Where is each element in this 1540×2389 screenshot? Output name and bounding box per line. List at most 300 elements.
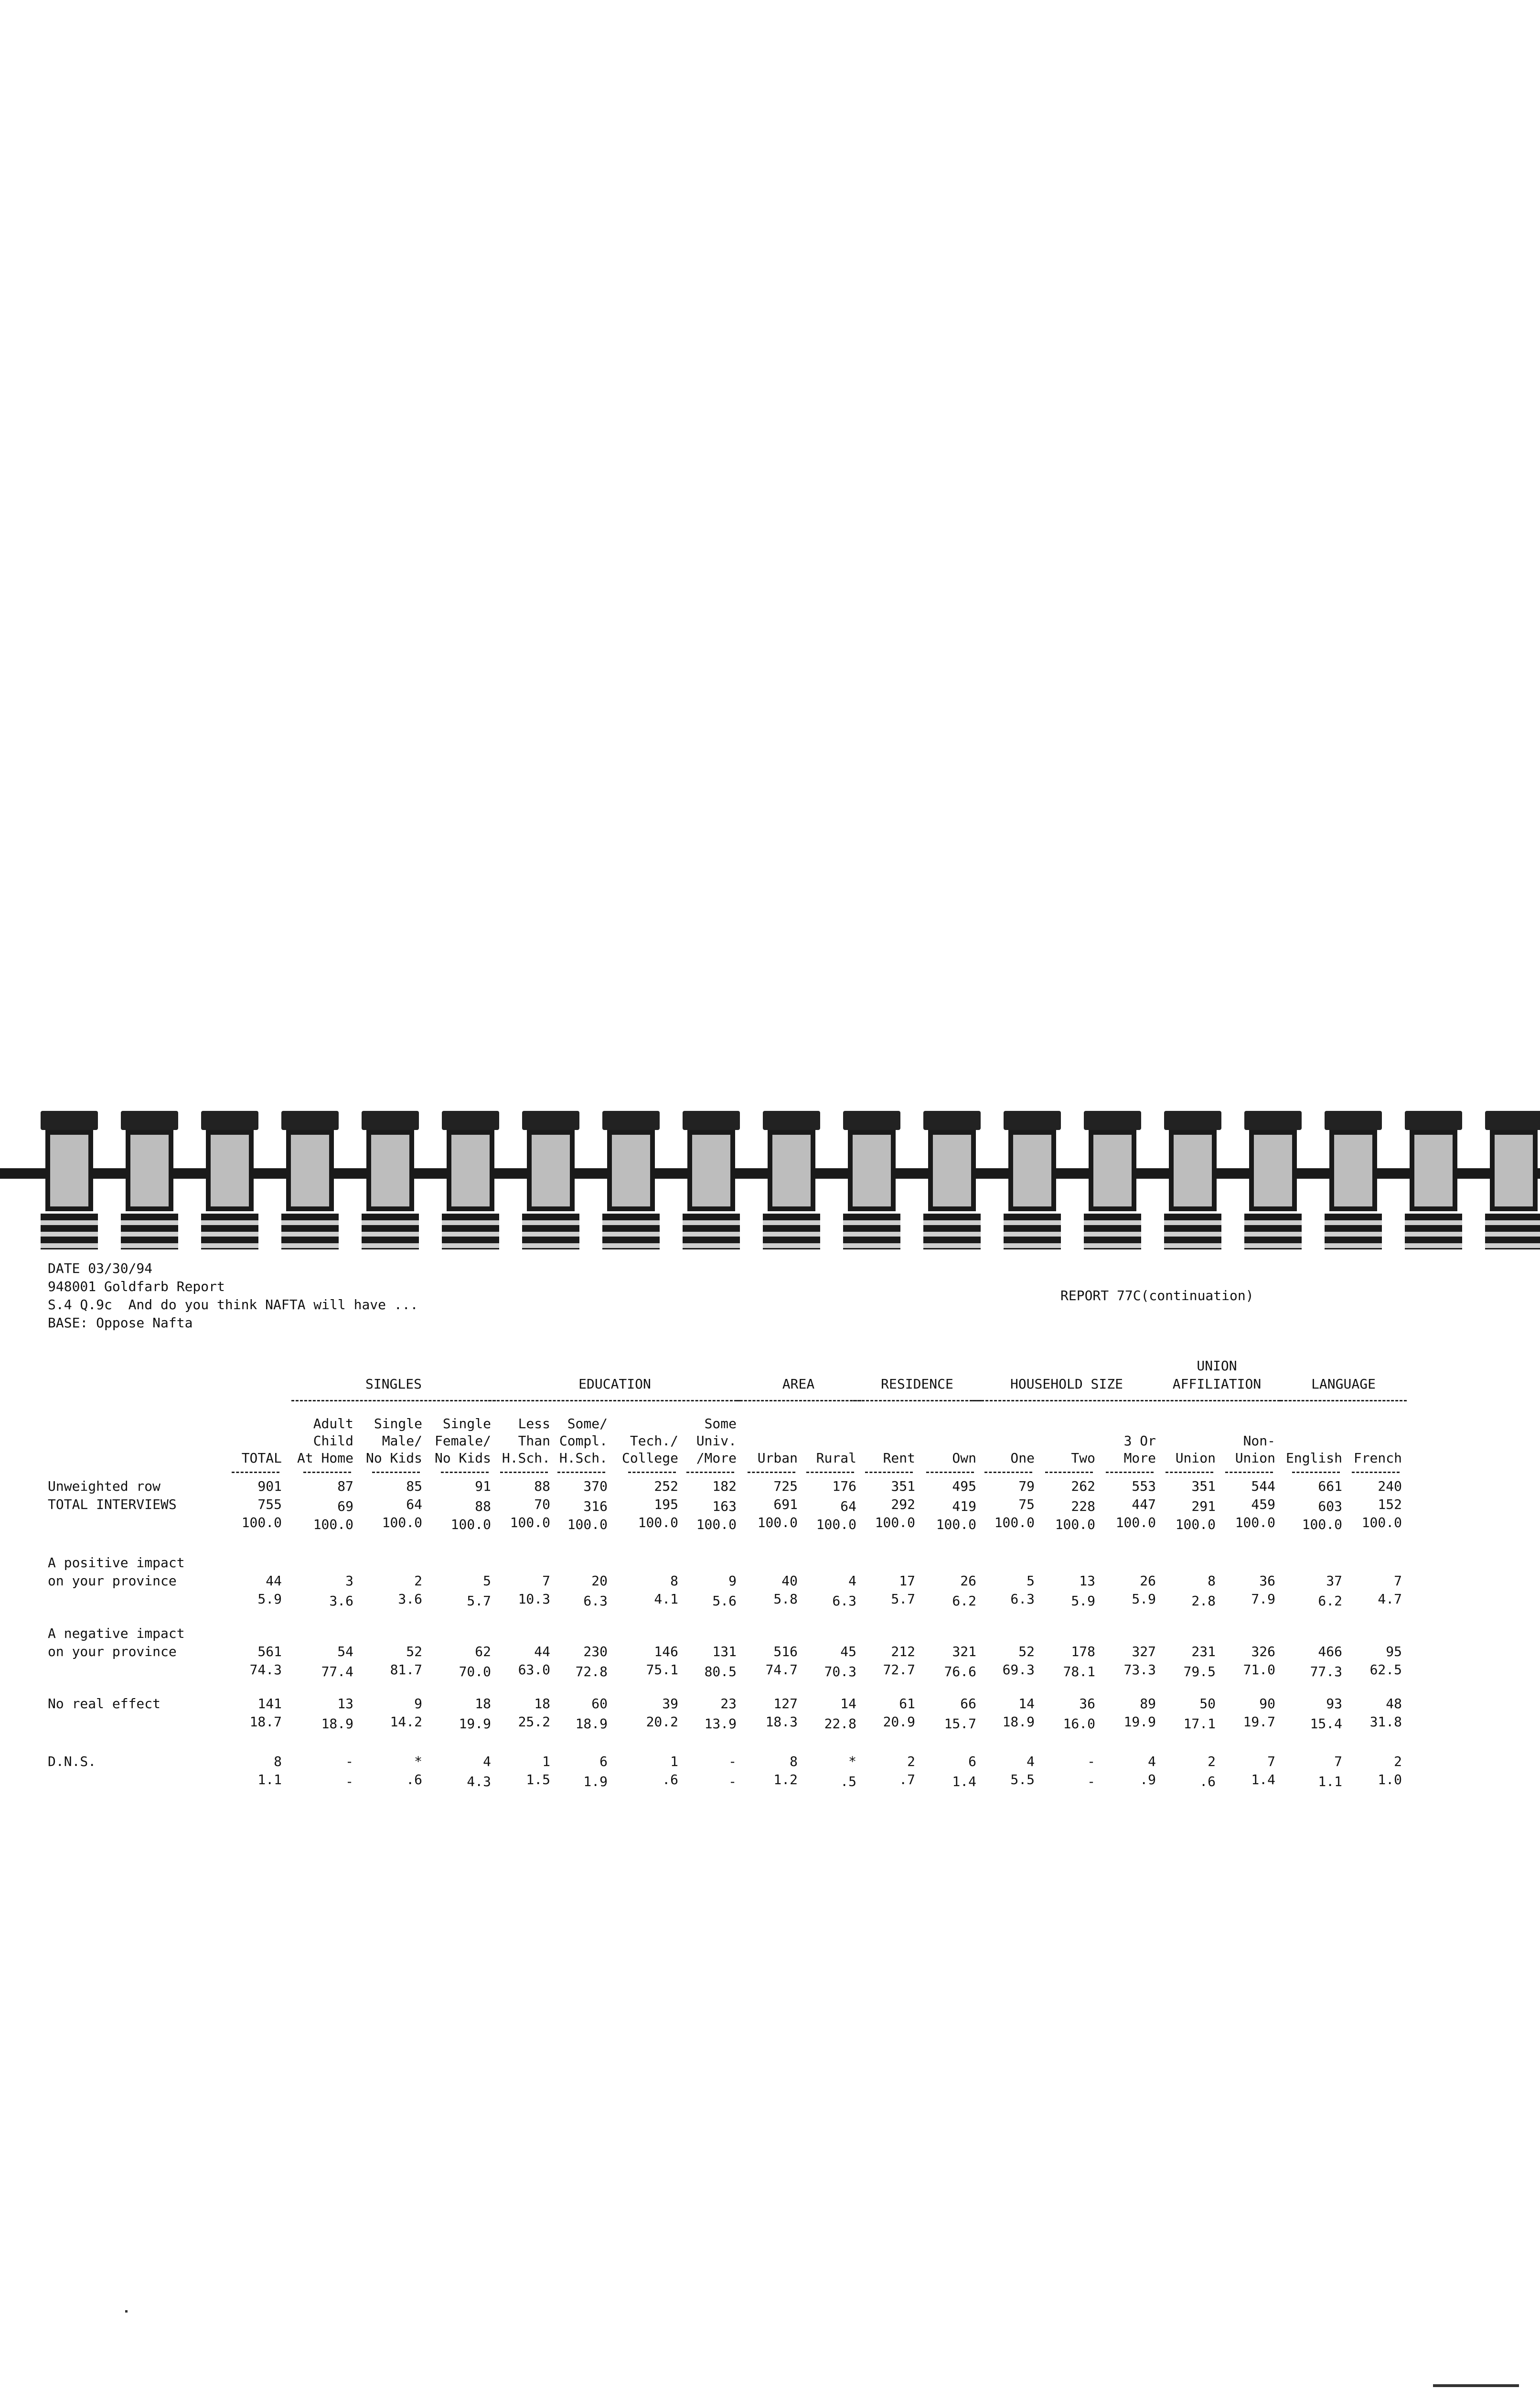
table-cell: 100.0 — [936, 1517, 976, 1532]
table-cell: 2.8 — [1191, 1593, 1216, 1609]
table-cell: 64 — [840, 1498, 856, 1514]
table-cell: 231 — [1191, 1644, 1216, 1659]
table-cell: 15.7 — [944, 1716, 976, 1732]
column-underline — [303, 1472, 351, 1473]
column-underline — [865, 1472, 913, 1473]
table-cell: 230 — [583, 1644, 608, 1659]
table-cell: * — [414, 1754, 422, 1769]
ring-bot — [1485, 1214, 1540, 1249]
column-header: Some Univ. /More — [696, 1416, 737, 1466]
table-cell: 3.6 — [398, 1591, 422, 1607]
table-cell: 78.1 — [1063, 1664, 1095, 1679]
ring-mid — [848, 1130, 896, 1211]
table-cell: 90 — [1259, 1696, 1275, 1711]
table-cell: 37 — [1326, 1573, 1342, 1589]
column-underline — [748, 1472, 795, 1473]
table-cell: 48 — [1386, 1696, 1402, 1711]
table-cell: 5.7 — [891, 1591, 915, 1607]
table-cell: 100.0 — [638, 1515, 678, 1530]
table-cell: 100.0 — [994, 1515, 1035, 1530]
table-cell: 2 — [1394, 1754, 1402, 1769]
column-underline — [1225, 1472, 1273, 1473]
table-cell: 1.1 — [257, 1772, 282, 1787]
table-cell: 52 — [1018, 1644, 1035, 1659]
column-header: Urban — [757, 1450, 798, 1466]
table-cell: 6.3 — [583, 1593, 608, 1609]
table-cell: 18.9 — [575, 1716, 608, 1732]
binding-ring — [1244, 1111, 1302, 1249]
table-cell: 25.2 — [518, 1714, 550, 1730]
ring-top — [281, 1111, 339, 1130]
table-cell: 6.2 — [1318, 1593, 1342, 1609]
table-cell: 262 — [1071, 1478, 1095, 1494]
table-cell: 44 — [266, 1573, 282, 1589]
table-cell: 100.0 — [510, 1515, 550, 1530]
table-cell: 146 — [654, 1644, 678, 1659]
column-header: Two — [1071, 1450, 1095, 1466]
table-cell: 10.3 — [518, 1591, 550, 1607]
banner-rule — [973, 1400, 1161, 1401]
banner-rule — [1154, 1400, 1280, 1401]
table-cell: 5.7 — [467, 1593, 491, 1609]
table-cell: 5.9 — [1132, 1591, 1156, 1607]
ring-bot — [442, 1214, 499, 1249]
table-cell: 76.6 — [944, 1664, 976, 1679]
table-cell: 19.9 — [459, 1716, 491, 1732]
table-cell: .5 — [840, 1774, 856, 1789]
table-cell: 292 — [891, 1496, 915, 1512]
table-cell: 100.0 — [450, 1517, 491, 1532]
ring-mid — [1410, 1130, 1457, 1211]
table-cell: 100.0 — [816, 1517, 856, 1532]
table-cell: 5 — [1027, 1573, 1035, 1589]
table-cell: 1.9 — [583, 1774, 608, 1789]
table-cell: 100.0 — [313, 1517, 353, 1532]
table-cell: 80.5 — [704, 1664, 737, 1679]
ring-mid — [447, 1130, 494, 1211]
banner-rule — [488, 1400, 741, 1401]
ring-bot — [1164, 1214, 1221, 1249]
table-cell: - — [345, 1774, 353, 1789]
table-cell: 127 — [773, 1696, 798, 1711]
column-header: Own — [952, 1450, 976, 1466]
banner-label: LANGUAGE — [1311, 1376, 1376, 1392]
table-cell: 561 — [257, 1644, 282, 1659]
ring-bot — [1405, 1214, 1462, 1249]
table-cell: 23 — [720, 1696, 737, 1711]
table-cell: 5.6 — [712, 1593, 737, 1609]
table-cell: 6 — [599, 1754, 608, 1769]
table-cell: 77.4 — [321, 1664, 353, 1679]
column-header: Single Male/ No Kids — [365, 1416, 422, 1466]
table-cell: 52 — [406, 1644, 422, 1659]
table-cell: 93 — [1326, 1696, 1342, 1711]
table-cell: 61 — [899, 1696, 915, 1711]
ring-bot — [1004, 1214, 1061, 1249]
table-cell: 74.7 — [765, 1662, 798, 1678]
ring-mid — [286, 1130, 334, 1211]
column-underline — [441, 1472, 489, 1473]
binding-ring — [763, 1111, 820, 1249]
table-cell: 370 — [583, 1478, 608, 1494]
ring-mid — [1490, 1130, 1538, 1211]
banner-label: SINGLES — [365, 1376, 422, 1392]
ring-bot — [522, 1214, 579, 1249]
table-cell: 5 — [483, 1573, 491, 1589]
column-header: One — [1010, 1450, 1035, 1466]
table-cell: 252 — [654, 1478, 678, 1494]
table-cell: 228 — [1071, 1498, 1095, 1514]
binding-ring — [843, 1111, 900, 1249]
binding-ring — [201, 1111, 258, 1249]
table-cell: 1.5 — [526, 1772, 550, 1787]
ring-bot — [763, 1214, 820, 1249]
column-underline — [1352, 1472, 1400, 1473]
table-cell: 64 — [406, 1496, 422, 1512]
table-cell: 212 — [891, 1644, 915, 1659]
table-cell: 8 — [274, 1754, 282, 1769]
table-cell: 13 — [1079, 1573, 1095, 1589]
table-cell: 62.5 — [1369, 1662, 1402, 1678]
table-cell: 544 — [1251, 1478, 1275, 1494]
table-cell: 54 — [337, 1644, 353, 1659]
table-cell: 4.3 — [467, 1774, 491, 1789]
table-cell: 70.0 — [459, 1664, 491, 1679]
ring-bot — [923, 1214, 981, 1249]
table-cell: 131 — [712, 1644, 737, 1659]
ring-top — [121, 1111, 178, 1130]
table-cell: 36 — [1259, 1573, 1275, 1589]
column-header: Less Than H.Sch. — [502, 1416, 550, 1466]
table-cell: 419 — [952, 1498, 976, 1514]
table-cell: 20.2 — [646, 1714, 678, 1730]
table-cell: 141 — [257, 1696, 282, 1711]
ring-mid — [1008, 1130, 1056, 1211]
binding-ring — [1325, 1111, 1382, 1249]
table-cell: 26 — [1140, 1573, 1156, 1589]
banner-rule — [853, 1400, 981, 1401]
binding-ring — [362, 1111, 419, 1249]
table-cell: 9 — [414, 1696, 422, 1711]
spiral-binding — [0, 1111, 1540, 1249]
table-cell: 326 — [1251, 1644, 1275, 1659]
column-underline — [500, 1472, 548, 1473]
table-cell: 73.3 — [1123, 1662, 1156, 1678]
table-cell: 60 — [591, 1696, 608, 1711]
table-cell: 466 — [1318, 1644, 1342, 1659]
ring-mid — [1329, 1130, 1377, 1211]
column-header: Single Female/ No Kids — [434, 1416, 491, 1466]
table-cell: 4.7 — [1378, 1591, 1402, 1607]
table-cell: 1.0 — [1378, 1772, 1402, 1787]
ring-bot — [121, 1214, 178, 1249]
table-cell: 2 — [1208, 1754, 1216, 1769]
column-header: TOTAL — [241, 1450, 282, 1466]
table-cell: 5.8 — [773, 1591, 798, 1607]
speck — [125, 2310, 128, 2313]
ring-top — [602, 1111, 660, 1130]
table-cell: 5.5 — [1010, 1772, 1035, 1787]
table-cell: 79 — [1018, 1478, 1035, 1494]
table-cell: 100.0 — [875, 1515, 915, 1530]
table-cell: 18.7 — [249, 1714, 282, 1730]
column-underline — [557, 1472, 605, 1473]
ring-top — [522, 1111, 579, 1130]
ring-top — [1164, 1111, 1221, 1130]
binding-ring — [442, 1111, 499, 1249]
table-cell: 100.0 — [1235, 1515, 1275, 1530]
table-cell: 81.7 — [390, 1662, 422, 1678]
column-header: Adult Child At Home — [297, 1416, 353, 1466]
table-cell: 447 — [1132, 1496, 1156, 1512]
binding-ring — [41, 1111, 98, 1249]
table-cell: 516 — [773, 1644, 798, 1659]
table-cell: 1.1 — [1318, 1774, 1342, 1789]
table-cell: 7 — [1394, 1573, 1402, 1589]
table-cell: 100.0 — [757, 1515, 798, 1530]
table-cell: 182 — [712, 1478, 737, 1494]
column-underline — [372, 1472, 420, 1473]
table-cell: - — [345, 1754, 353, 1769]
table-cell: 79.5 — [1183, 1664, 1216, 1679]
column-header: Rural — [816, 1450, 856, 1466]
banner-rule — [1280, 1400, 1407, 1401]
table-cell: - — [728, 1754, 737, 1769]
table-cell: 95 — [1386, 1644, 1402, 1659]
binding-ring — [1004, 1111, 1061, 1249]
column-underline — [232, 1472, 279, 1473]
table-cell: 50 — [1199, 1696, 1216, 1711]
table-cell: 291 — [1191, 1498, 1216, 1514]
table-cell: 16.0 — [1063, 1716, 1095, 1732]
table-cell: 8 — [670, 1573, 678, 1589]
table-cell: 3.6 — [329, 1593, 353, 1609]
table-cell: .7 — [899, 1772, 915, 1787]
ring-top — [683, 1111, 740, 1130]
table-cell: 351 — [1191, 1478, 1216, 1494]
ring-mid — [206, 1130, 254, 1211]
ring-top — [442, 1111, 499, 1130]
table-cell: 7.9 — [1251, 1591, 1275, 1607]
ring-top — [362, 1111, 419, 1130]
table-cell: 316 — [583, 1498, 608, 1514]
table-cell: .6 — [662, 1772, 678, 1787]
table-cell: 87 — [337, 1478, 353, 1494]
table-cell: 14 — [840, 1696, 856, 1711]
table-cell: - — [728, 1774, 737, 1789]
ring-mid — [1089, 1130, 1136, 1211]
column-header: Tech./ College — [621, 1433, 678, 1466]
table-cell: 603 — [1318, 1498, 1342, 1514]
table-cell: 69 — [337, 1498, 353, 1514]
table-cell: 5.9 — [257, 1591, 282, 1607]
edge-mark — [1433, 2384, 1519, 2387]
table-cell: 321 — [952, 1644, 976, 1659]
ring-mid — [45, 1130, 93, 1211]
table-cell: 1 — [542, 1754, 550, 1769]
table-cell: 18.9 — [1002, 1714, 1035, 1730]
table-cell: 19.9 — [1123, 1714, 1156, 1730]
ring-mid — [366, 1130, 414, 1211]
column-underline — [686, 1472, 734, 1473]
column-underline — [628, 1472, 676, 1473]
ring-top — [763, 1111, 820, 1130]
ring-mid — [527, 1130, 575, 1211]
binding-ring — [923, 1111, 981, 1249]
column-underline — [926, 1472, 974, 1473]
table-cell: 88 — [534, 1478, 550, 1494]
column-header: Union — [1175, 1450, 1216, 1466]
column-underline — [1292, 1472, 1340, 1473]
table-cell: 17.1 — [1183, 1716, 1216, 1732]
table-cell: 17 — [899, 1573, 915, 1589]
table-cell: 901 — [257, 1478, 282, 1494]
report-name: 948001 Goldfarb Report — [48, 1279, 225, 1294]
ring-top — [923, 1111, 981, 1130]
table-cell: 100.0 — [241, 1515, 282, 1530]
ring-bot — [362, 1214, 419, 1249]
table-cell: 1 — [670, 1754, 678, 1769]
column-underline — [1166, 1472, 1213, 1473]
table-cell: .6 — [1199, 1774, 1216, 1789]
binding-ring — [121, 1111, 178, 1249]
table-cell: 26 — [960, 1573, 976, 1589]
column-header: French — [1353, 1450, 1402, 1466]
table-cell: 178 — [1071, 1644, 1095, 1659]
table-cell: 3 — [345, 1573, 353, 1589]
ring-bot — [281, 1214, 339, 1249]
table-cell: 40 — [781, 1573, 798, 1589]
report-date: DATE 03/30/94 — [48, 1260, 153, 1276]
ring-mid — [1249, 1130, 1297, 1211]
table-cell: 20 — [591, 1573, 608, 1589]
column-underline — [984, 1472, 1032, 1473]
table-cell: 4 — [1148, 1754, 1156, 1769]
table-cell: 2 — [414, 1573, 422, 1589]
table-cell: 70 — [534, 1496, 550, 1512]
table-cell: 71.0 — [1243, 1662, 1275, 1678]
banner-label: EDUCATION — [578, 1376, 651, 1392]
table-cell: 14.2 — [390, 1714, 422, 1730]
table-cell: 88 — [475, 1498, 491, 1514]
table-cell: 351 — [891, 1478, 915, 1494]
table-cell: 75 — [1018, 1496, 1035, 1512]
table-cell: - — [1087, 1774, 1095, 1789]
banner-label: AREA — [782, 1376, 815, 1392]
table-cell: 31.8 — [1369, 1714, 1402, 1730]
table-cell: 74.3 — [249, 1662, 282, 1678]
ring-mid — [928, 1130, 976, 1211]
row-label: A negative impact on your province — [48, 1625, 185, 1659]
row-label: No real effect — [48, 1696, 161, 1711]
ring-top — [1485, 1111, 1540, 1130]
table-cell: 661 — [1318, 1478, 1342, 1494]
row-label: A positive impact on your province — [48, 1555, 185, 1589]
table-cell: 85 — [406, 1478, 422, 1494]
ring-bot — [683, 1214, 740, 1249]
table-cell: 63.0 — [518, 1662, 550, 1678]
table-cell: 1.4 — [952, 1774, 976, 1789]
table-cell: 72.7 — [883, 1662, 915, 1678]
table-cell: 553 — [1132, 1478, 1156, 1494]
banner-label: HOUSEHOLD SIZE — [1010, 1376, 1123, 1392]
column-underline — [1106, 1472, 1154, 1473]
table-cell: 100.0 — [1115, 1515, 1156, 1530]
banner-label: RESIDENCE — [881, 1376, 953, 1392]
table-cell: 8 — [790, 1754, 798, 1769]
table-cell: 100.0 — [696, 1517, 737, 1532]
table-cell: 39 — [662, 1696, 678, 1711]
column-header: Non- Union — [1235, 1433, 1275, 1466]
table-cell: 195 — [654, 1496, 678, 1512]
table-cell: 2 — [907, 1754, 915, 1769]
ring-mid — [687, 1130, 735, 1211]
table-cell: 75.1 — [646, 1662, 678, 1678]
column-underline — [1045, 1472, 1093, 1473]
table-cell: 18.3 — [765, 1714, 798, 1730]
banner-label: UNION AFFILIATION — [1172, 1358, 1262, 1392]
table-cell: 18 — [534, 1696, 550, 1711]
ring-top — [1405, 1111, 1462, 1130]
table-cell: 7 — [1334, 1754, 1342, 1769]
table-cell: 4 — [848, 1573, 856, 1589]
binding-ring — [1084, 1111, 1141, 1249]
table-cell: 1.4 — [1251, 1772, 1275, 1787]
base-text: BASE: Oppose Nafta — [48, 1315, 193, 1331]
binding-ring — [1485, 1111, 1540, 1249]
table-cell: .9 — [1140, 1772, 1156, 1787]
table-cell: 13.9 — [704, 1716, 737, 1732]
table-cell: 7 — [1267, 1754, 1275, 1769]
table-cell: 100.0 — [1361, 1515, 1402, 1530]
ring-mid — [607, 1130, 655, 1211]
banner-rule — [291, 1400, 496, 1401]
table-cell: 77.3 — [1310, 1664, 1342, 1679]
row-label: D.N.S. — [48, 1754, 96, 1769]
ring-top — [1244, 1111, 1302, 1130]
table-cell: 163 — [712, 1498, 737, 1514]
ring-mid — [126, 1130, 173, 1211]
column-header: Rent — [883, 1450, 915, 1466]
table-cell: 89 — [1140, 1696, 1156, 1711]
table-cell: 6.3 — [832, 1593, 856, 1609]
column-header: 3 Or More — [1123, 1433, 1156, 1466]
table-cell: 6 — [968, 1754, 976, 1769]
table-cell: 5.9 — [1071, 1593, 1095, 1609]
table-cell: 44 — [534, 1644, 550, 1659]
table-cell: 100.0 — [1055, 1517, 1095, 1532]
table-cell: 20.9 — [883, 1714, 915, 1730]
table-cell: 725 — [773, 1478, 798, 1494]
binding-ring — [522, 1111, 579, 1249]
table-cell: 15.4 — [1310, 1716, 1342, 1732]
table-cell: 13 — [337, 1696, 353, 1711]
ring-top — [1084, 1111, 1141, 1130]
table-cell: 4 — [1027, 1754, 1035, 1769]
column-header: Some/ Compl. H.Sch. — [559, 1416, 608, 1466]
column-underline — [806, 1472, 854, 1473]
ring-top — [1004, 1111, 1061, 1130]
ring-bot — [1084, 1214, 1141, 1249]
table-cell: 36 — [1079, 1696, 1095, 1711]
table-cell: 1.2 — [773, 1772, 798, 1787]
table-cell: 152 — [1378, 1496, 1402, 1512]
row-label: Unweighted row TOTAL INTERVIEWS — [48, 1478, 177, 1512]
table-cell: 691 — [773, 1496, 798, 1512]
table-cell: 459 — [1251, 1496, 1275, 1512]
ring-top — [1325, 1111, 1382, 1130]
table-cell: 8 — [1208, 1573, 1216, 1589]
